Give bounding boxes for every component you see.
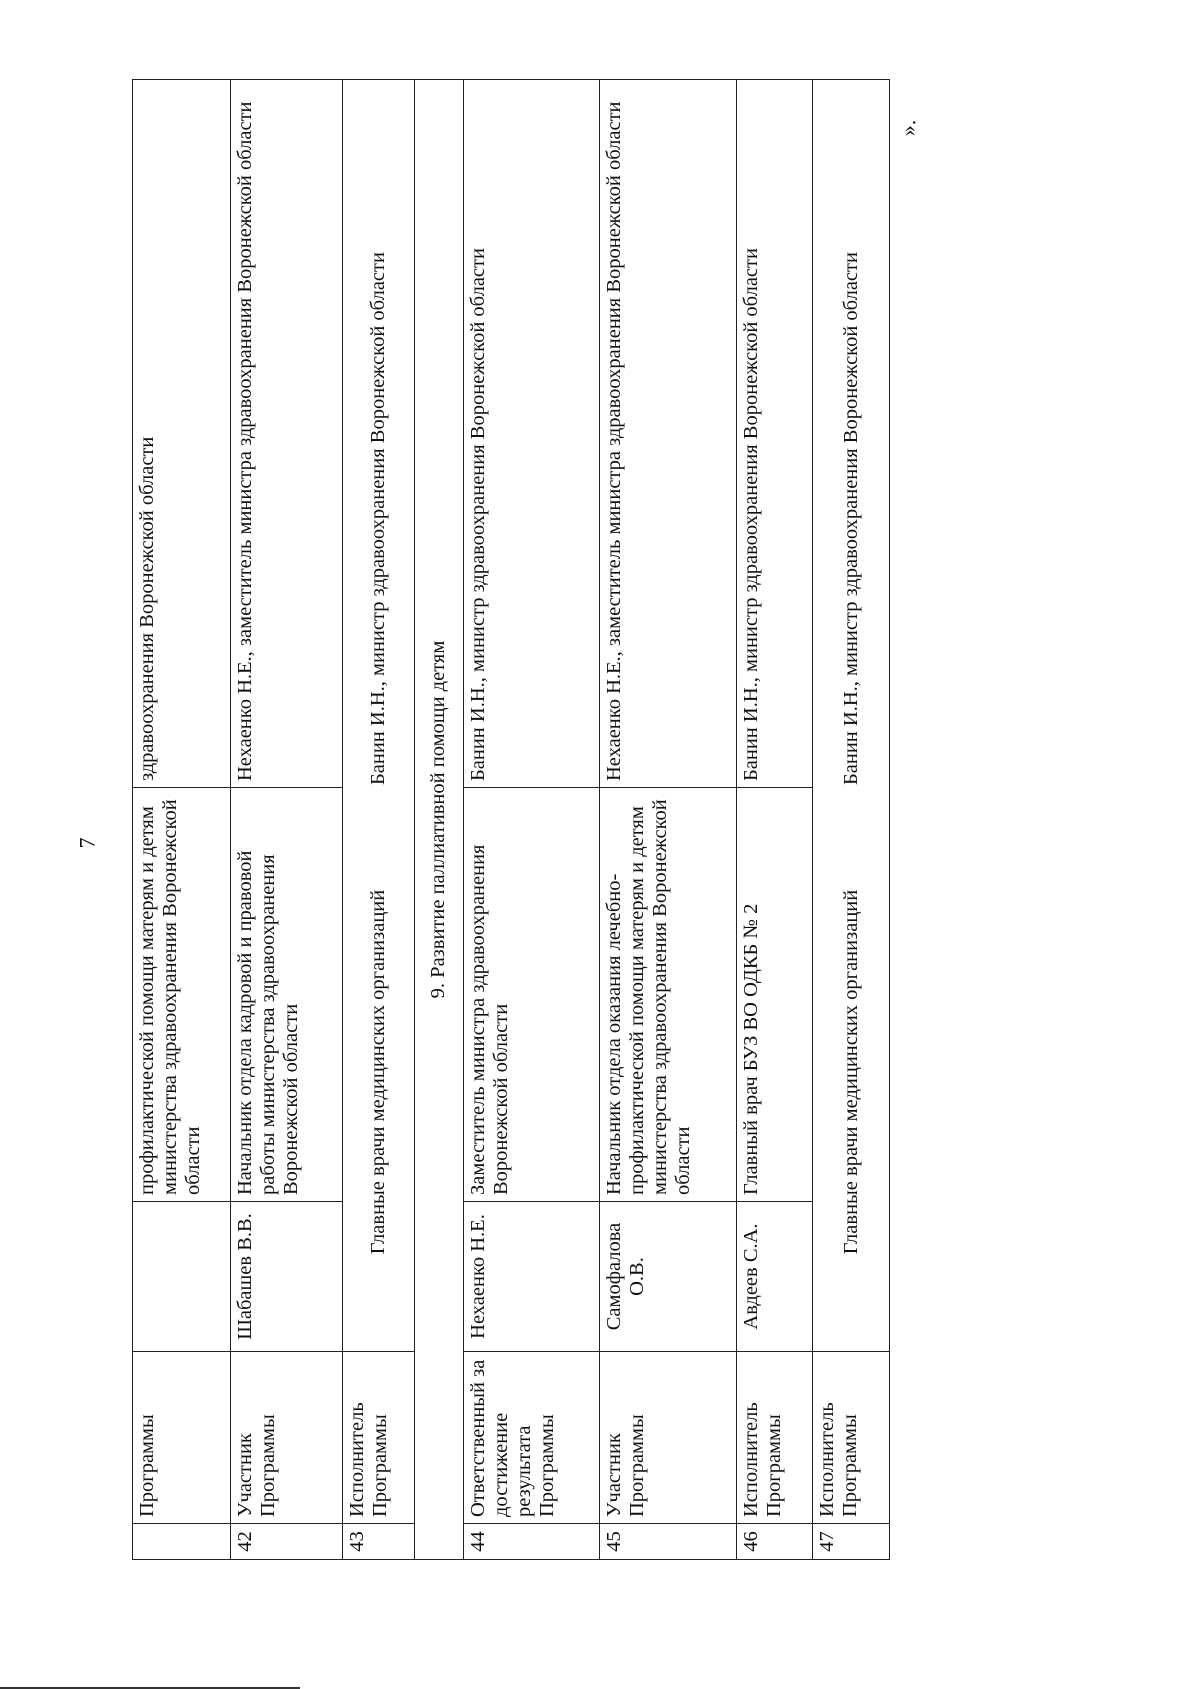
role-cell: Исполнитель Программы [342,1352,414,1524]
table-row [133,80,231,1560]
page-number: 7 [74,837,100,849]
table-row [231,80,342,1560]
position-cell: Начальник отдела оказания лечебно-профилактической помощи матерям и детям министерства здравоохранения Воронежской области [600,788,737,1202]
supervisor-cell: Нехаенко Н.Е., заместитель министра здравоохранения Воронежской области [231,80,342,788]
name-position-cell [813,80,890,1352]
row-number [133,1524,231,1560]
table-row [813,80,890,1560]
rotated-table-container [132,80,890,1560]
table-row [737,80,813,1560]
section-header-row [414,80,463,1560]
section-title: 9. Развитие паллиативной помощи детям [414,80,463,1560]
role-cell: Исполнитель Программы [737,1352,813,1524]
position-cell: профилактической помощи матерям и детям министерства здравоохранения Воронежской области [133,788,231,1202]
row-number: 46 [737,1524,813,1560]
table-row [463,80,600,1560]
supervisor-cell: здравоохранения Воронежской области [133,80,231,788]
name-position-text: Главные врачи медицинских организаций [366,889,389,1255]
position-cell: Заместитель министра здравоохранения Воронежской области [463,788,600,1202]
name-cell [133,1202,231,1352]
position-cell: Главный врач БУЗ ВО ОДКБ № 2 [737,788,813,1202]
role-cell: Программы [133,1352,231,1524]
role-cell: Участник Программы [231,1352,342,1524]
name-position-text: Главные врачи медицинских организаций [839,889,862,1255]
row-number: 42 [231,1524,342,1560]
responsibility-table [132,79,890,1560]
supervisor-cell: Нехаенко Н.Е., заместитель министра здравоохранения Воронежской области [600,80,737,788]
table-row [600,80,737,1560]
role-cell: Ответственный за достижение результата Программы [463,1352,600,1524]
row-number: 47 [813,1524,890,1560]
table-row [342,80,414,1560]
name-position-cell [342,80,414,1352]
name-cell: Шабашев В.В. [231,1202,342,1352]
position-cell: Начальник отдела кадровой и правовой работы министерства здравоохранения Воронежской области [231,788,342,1202]
supervisor-text: Банин И.Н., министр здравоохранения Воронежской области [839,252,862,785]
name-cell: Нехаенко Н.Е. [463,1202,600,1352]
row-number: 44 [463,1524,600,1560]
supervisor-cell: Банин И.Н., министр здравоохранения Воронежской области [737,80,813,788]
row-number: 43 [342,1524,414,1560]
closing-mark: ». [895,119,921,137]
role-cell: Участник Программы [600,1352,737,1524]
row-number: 45 [600,1524,737,1560]
supervisor-text: Банин И.Н., министр здравоохранения Воронежской области [366,252,389,785]
role-cell: Исполнитель Программы [813,1352,890,1524]
name-cell: Самофалова О.В. [600,1202,737,1352]
name-cell: Авдеев С.А. [737,1202,813,1352]
supervisor-cell: Банин И.Н., министр здравоохранения Воронежской области [463,80,600,788]
